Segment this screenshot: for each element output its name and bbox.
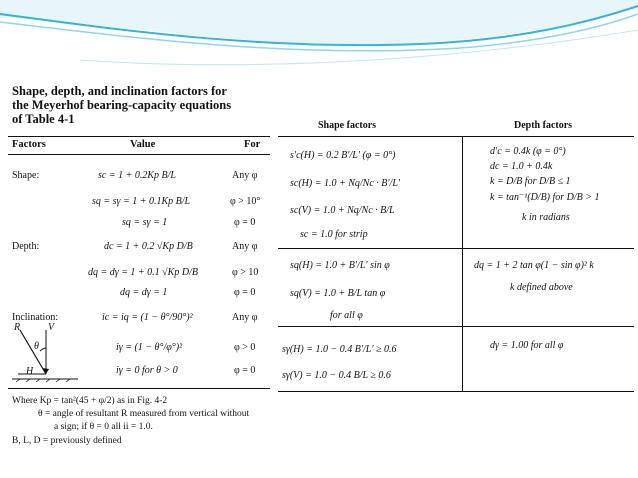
shape-factor: sc(H) = 1.0 + Nq/Nc · B′/L′ [290,178,401,189]
shape-factor: sq(V) = 1.0 + B/L tan φ [290,288,386,299]
row-for: Any φ [232,241,258,252]
header-value: Value [130,139,156,150]
depth-factor: k defined above [510,282,573,293]
shape-factor: sq(H) = 1.0 + B′/L′ sin φ [290,260,390,271]
resultant-force-diagram [12,324,78,386]
row-for: φ = 0 [234,287,256,298]
shape-factor: s′c(H) = 0.2 B′/L′ (φ = 0°) [290,150,396,161]
row-for: φ = 0 [234,365,256,376]
header-factors: Factors [12,139,46,150]
row-value: iγ = (1 − θ°/φ°)² [116,342,183,353]
depth-factor: d′c = 0.4k (φ = 0°) [490,146,566,157]
shape-factor: sγ(H) = 1.0 − 0.4 B′/L′ ≥ 0.6 [282,344,397,355]
divider [278,248,634,249]
shape-factor: for all φ [330,310,363,321]
depth-factor: k = D/B for D/B ≤ 1 [490,176,571,187]
shape-factor: sc(V) = 1.0 + Nq/Nc · B/L [290,205,395,216]
depth-factor: dq = 1 + 2 tan φ(1 − sin φ)² k [474,260,594,271]
divider [278,136,634,137]
label-r: R [14,322,21,333]
row-for: φ > 0 [234,342,256,353]
divider [278,391,634,392]
row-value: dq = dγ = 1 + 0.1 √Kp D/B [88,267,198,278]
row-value: sq = sγ = 1 [122,217,168,228]
depth-factor: k in radians [522,212,570,223]
header-shape-factors: Shape factors [318,120,377,131]
depth-factor: dγ = 1.00 for all φ [490,340,564,351]
row-for: φ > 10 [232,267,259,278]
shape-factor: sγ(V) = 1.0 − 0.4 B/L ≥ 0.6 [282,370,391,381]
divider [8,154,270,155]
title-line: of Table 4-1 [12,112,75,126]
depth-factor: dc = 1.0 + 0.4k [490,161,553,172]
meyerhof-factor-table [8,84,272,454]
depth-factor: k = tan⁻¹(D/B) for D/B > 1 [490,192,600,203]
row-factor-shape: Shape: [12,170,40,181]
row-value: dc = 1 + 0.2 √Kp D/B [104,241,193,252]
divider [8,388,270,389]
divider [278,326,634,327]
shape-factor: sc = 1.0 for strip [300,229,368,240]
row-for: φ = 0 [234,217,256,228]
column-divider [462,136,463,392]
row-value: ic = iq = (1 − θ°/90°)² [102,312,193,323]
label-theta: θ [34,341,39,352]
table-title [12,84,272,126]
note-line: Where Kp = tan²(45 + φ/2) as in Fig. 4-2 [12,396,168,406]
row-for: φ > 10° [230,196,261,207]
row-value: iγ = 0 for θ > 0 [116,365,178,376]
note-line: θ = angle of resultant R measured from vertical without [38,409,250,419]
row-value: sc = 1 + 0.2Kp B/L [98,170,176,181]
title-line: the Meyerhof bearing-capacity equations [12,98,232,112]
row-factor-depth: Depth: [12,241,40,252]
row-value: sq = sγ = 1 + 0.1Kp B/L [92,196,191,207]
label-v: V [48,322,55,333]
title-line: Shape, depth, and inclination factors for [12,84,227,98]
row-for: Any φ [232,312,258,323]
row-for: Any φ [232,170,258,181]
note-line: B, L, D = previously defined [12,436,122,446]
header-wave-decoration [0,0,638,70]
label-h: H [26,366,34,377]
divider [8,136,270,137]
row-value: dq = dγ = 1 [120,287,168,298]
row-factor-inclination: Inclination: [12,312,59,323]
note-line: a sign; if θ = 0 all ii = 1.0. [54,422,153,432]
header-depth-factors: Depth factors [514,120,573,131]
header-for: For [244,139,261,150]
shape-depth-factor-table [278,114,634,392]
